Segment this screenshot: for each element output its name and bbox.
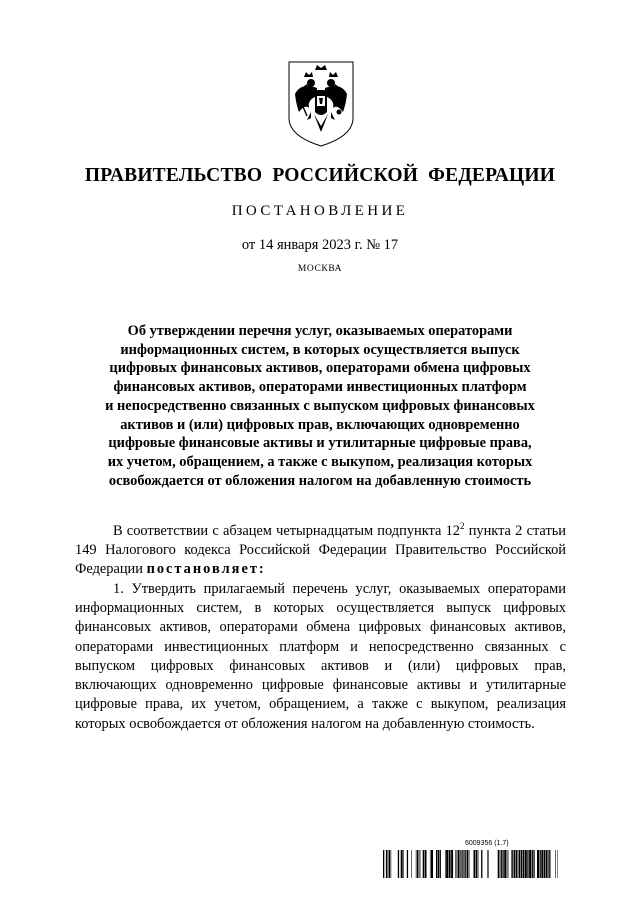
intro-text-part2: пункта 2 статьи 149 Налогового кодекса Российской Федерации Правительство Российской Федерации xyxy=(75,522,566,578)
document-body xyxy=(75,517,566,734)
heading-line: финансовых активов, операторами инвестиционных платформ xyxy=(113,379,527,396)
item-1-number: 1. xyxy=(113,580,124,597)
government-title: ПРАВИТЕЛЬСТВО РОССИЙСКОЙ ФЕДЕРАЦИИ xyxy=(84,165,556,186)
document-city: МОСКВА xyxy=(297,264,343,274)
intro-paragraph xyxy=(75,517,566,580)
heading-line: цифровые финансовые активы и утилитарные цифровые права, xyxy=(108,435,532,452)
barcode-icon xyxy=(383,850,558,878)
heading-line: Об утверждении перечня услуг, оказываемых операторами xyxy=(127,323,513,339)
resolves-word: постановляет: xyxy=(146,561,266,578)
heading-line: информационных систем, в которых осуществляется выпуск xyxy=(120,341,520,358)
heading-line: цифровых финансовых активов, операторами обмена цифровых xyxy=(109,360,531,377)
barcode-label: 6009356 (1.7) xyxy=(465,840,509,847)
document-type: ПОСТАНОВЛЕНИЕ xyxy=(231,203,409,219)
heading-line: активов и (или) цифровых прав, включающих одновременно xyxy=(120,416,520,433)
item-1-text: Утвердить прилагаемый перечень услуг, оказываемых операторами информационных систем, в которых осуществляется выпуск цифровых финансовых активов, операторами обмена цифровых финансовых активов, операторами инвестиционных платформ и непосредственно связанных с выпуском цифровых финансовых активов и (или) цифровых прав, включающих одновременно цифровые финансовые активы и утилитарные цифровые права, их учетом, обращением, а также с выкупом, реализация которых освобождается от обложения налогом на добавленную стоимость. xyxy=(75,580,566,732)
document-date-number: от 14 января 2023 г. № 17 xyxy=(241,237,399,253)
item-1-paragraph xyxy=(75,580,566,734)
heading-line: и непосредственно связанных с выпуском цифровых финансовых xyxy=(105,397,535,414)
heading-line: их учетом, обращением, а также с выкупом, реализация которых xyxy=(107,453,533,470)
intro-superscript: 2 xyxy=(459,521,465,531)
intro-text-part1: В соответствии с абзацем четырнадцатым подпункта 12 xyxy=(113,522,460,539)
coat-of-arms-icon xyxy=(287,60,355,148)
document-heading xyxy=(70,322,570,490)
heading-line: освобождается от обложения налогом на добавленную стоимость xyxy=(108,472,532,489)
